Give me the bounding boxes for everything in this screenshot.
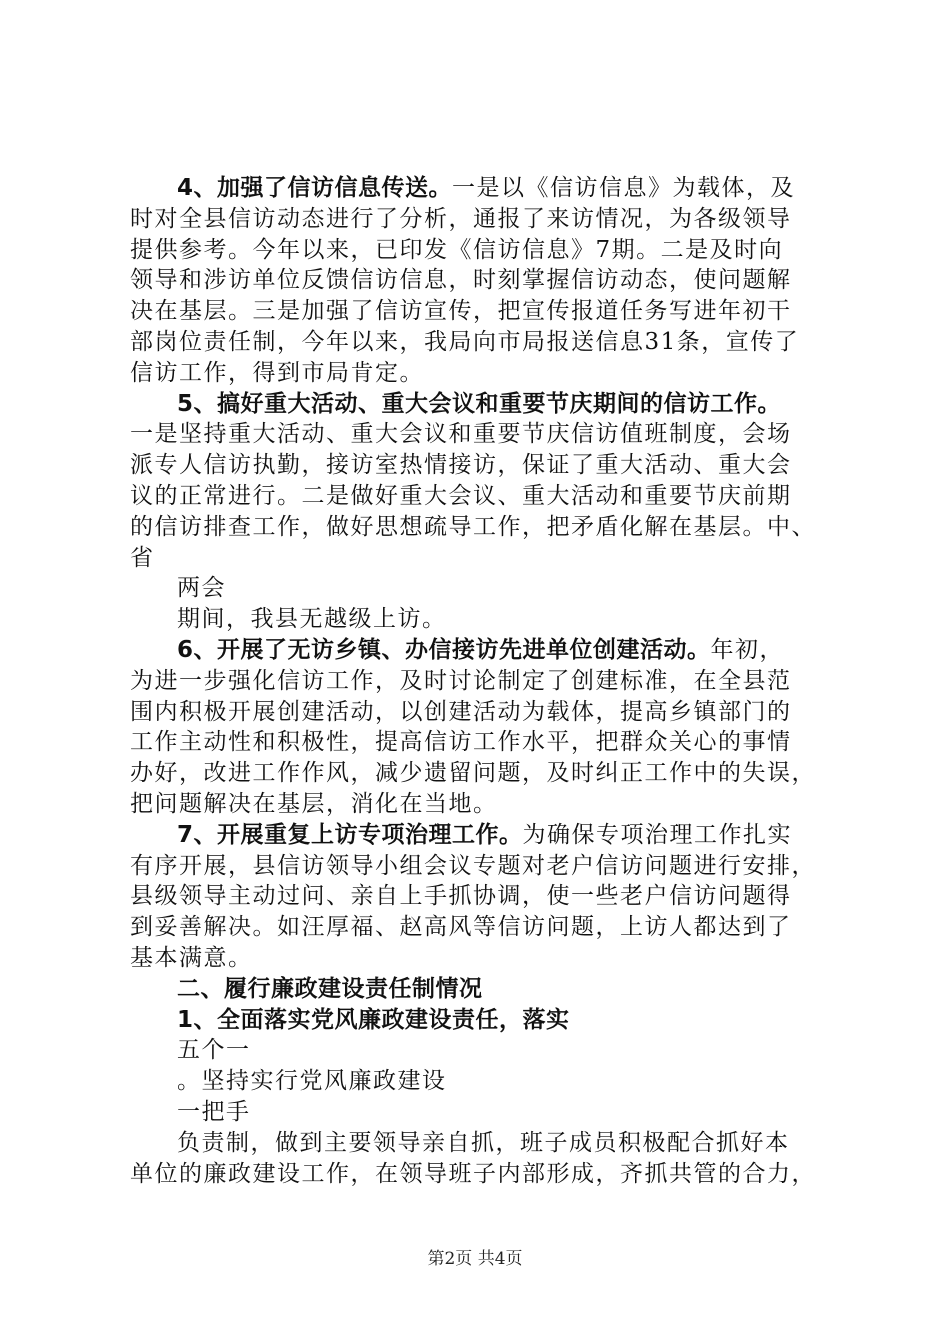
paragraph-line — [130, 512, 830, 543]
paragraph-line — [130, 573, 830, 604]
line-text: 为进一步强化信访工作，及时讨论制定了创建标准，在全县范 — [130, 667, 792, 694]
line-text: 基本满意。 — [130, 944, 253, 971]
paragraph-line — [130, 265, 830, 296]
paragraph-line — [130, 450, 830, 481]
section-heading: 7、开展重复上访专项治理工作。 — [177, 821, 523, 848]
paragraph-line — [130, 666, 830, 697]
paragraph-line — [130, 1128, 830, 1159]
line-text: 把问题解决在基层，消化在当地。 — [130, 790, 498, 817]
paragraph-line — [130, 881, 830, 912]
line-text: 派专人信访执勤，接访室热情接访，保证了重大活动、重大会 — [130, 452, 792, 479]
paragraph-line — [130, 820, 830, 851]
line-text: 一是以《信访信息》为载体，及 — [452, 175, 796, 201]
line-text: 领导和涉访单位反馈信访信息，时刻掌握信访动态，使问题解 — [130, 267, 792, 294]
paragraph-line — [130, 789, 830, 820]
paragraph-line — [130, 1066, 830, 1097]
line-text: 一把手 — [177, 1098, 251, 1125]
line-text: 一是坚持重大活动、重大会议和重要节庆信访值班制度，会场 — [130, 421, 792, 448]
line-text: 五个一 — [177, 1037, 251, 1064]
paragraph-line — [130, 943, 830, 974]
paragraph-line — [130, 1005, 830, 1036]
paragraph-line — [130, 974, 830, 1005]
paragraph-line — [130, 204, 830, 235]
line-text: 决在基层。三是加强了信访宣传，把宣传报道任务写进年初干 — [130, 298, 792, 325]
line-text: 有序开展，县信访领导小组会议专题对老户信访问题进行安排， — [130, 852, 816, 879]
section-heading: 5、搞好重大活动、重大会议和重要节庆期间的信访工作。 — [177, 390, 782, 417]
paragraph-line — [130, 358, 830, 389]
paragraph-line — [130, 635, 830, 666]
line-text: 单位的廉政建设工作，在领导班子内部形成，齐抓共管的合力， — [130, 1160, 816, 1187]
line-text: 部岗位责任制，今年以来，我局向市局报送信息31条，宣传了 — [130, 328, 800, 355]
line-text: 。坚持实行党风廉政建设 — [177, 1068, 447, 1095]
body-text — [130, 173, 830, 1189]
paragraph-line — [130, 173, 830, 204]
line-text: 工作主动性和积极性，提高信访工作水平，把群众关心的事情 — [130, 729, 792, 756]
line-text: 办好，改进工作作风，减少遗留问题，及时纠正工作中的失误， — [130, 760, 816, 787]
line-text: 议的正常进行。二是做好重大会议、重大活动和重要节庆前期 — [130, 482, 792, 509]
paragraph-line — [130, 697, 830, 728]
line-text: 到妥善解决。如汪厚福、赵高风等信访问题，上访人都达到了 — [130, 914, 792, 941]
line-text: 期间，我县无越级上访。 — [177, 606, 447, 633]
paragraph-line — [130, 1035, 830, 1066]
paragraph-line — [130, 1159, 830, 1190]
paragraph-line — [130, 389, 830, 420]
line-text: 两会 — [177, 575, 226, 602]
page-footer: 第2页 共4页 — [427, 1249, 523, 1269]
paragraph-line — [130, 851, 830, 882]
section-heading: 6、开展了无访乡镇、办信接访先进单位创建活动。 — [177, 636, 711, 663]
line-text: 省 — [130, 544, 155, 571]
paragraph-line — [130, 1097, 830, 1128]
paragraph-line — [130, 758, 830, 789]
line-text: 信访工作，得到市局肯定。 — [130, 359, 424, 386]
line-text: 县级领导主动过问、亲自上手抓协调，使一些老户信访问题得 — [130, 883, 792, 910]
section-heading: 1、全面落实党风廉政建设责任，落实 — [177, 1006, 570, 1033]
paragraph-line — [130, 235, 830, 266]
paragraph-line — [130, 727, 830, 758]
section-heading: 4、加强了信访信息传送。 — [177, 175, 453, 201]
line-text: 年初， — [710, 636, 785, 663]
paragraph-line — [130, 912, 830, 943]
line-text: 负责制，做到主要领导亲自抓，班子成员积极配合抓好本 — [177, 1129, 790, 1156]
line-text: 提供参考。今年以来，已印发《信访信息》7期。二是及时向 — [130, 236, 784, 263]
line-text: 时对全县信访动态进行了分析，通报了来访情况，为各级领导 — [130, 205, 792, 232]
line-text: 围内积极开展创建活动，以创建活动为载体，提高乡镇部门的 — [130, 698, 792, 725]
paragraph-line — [130, 481, 830, 512]
paragraph-line — [130, 419, 830, 450]
paragraph-line — [130, 296, 830, 327]
paragraph-line — [130, 543, 830, 574]
paragraph-line — [130, 327, 830, 358]
line-text: 的信访排查工作，做好思想疏导工作，把矛盾化解在基层。中、 — [130, 513, 816, 540]
paragraph-line — [130, 604, 830, 635]
line-text: 为确保专项治理工作扎实 — [522, 821, 793, 848]
section-heading: 二、履行廉政建设责任制情况 — [177, 975, 483, 1002]
